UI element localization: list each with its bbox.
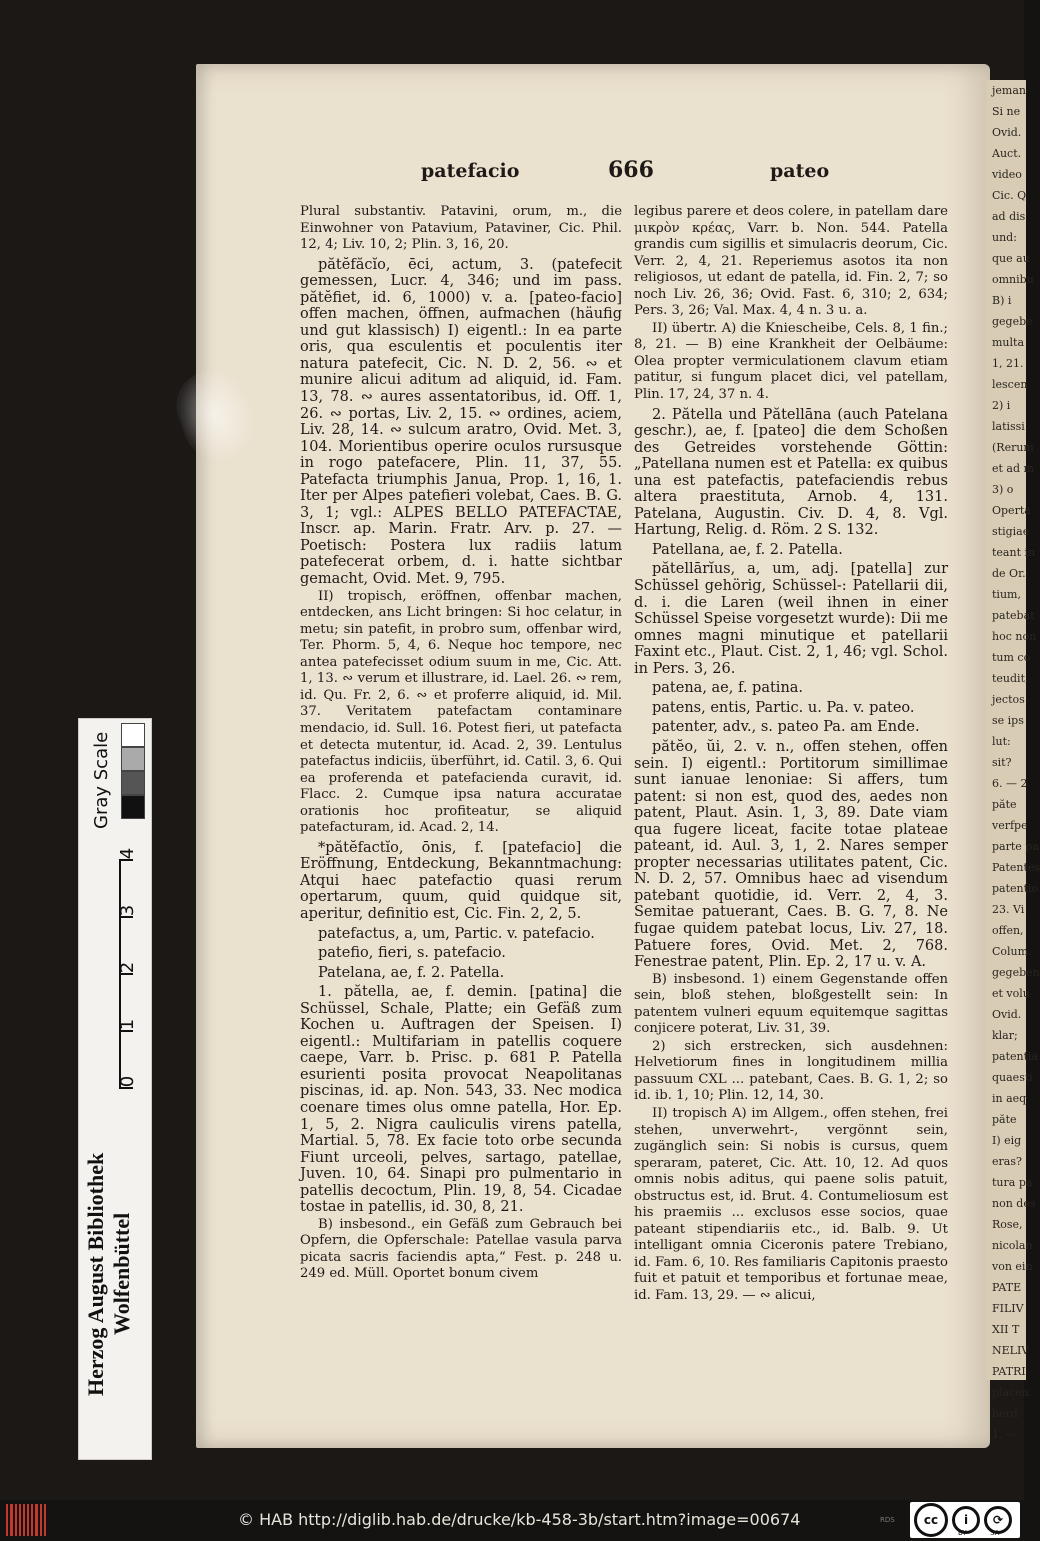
next-page-fragment: verfpe bbox=[992, 819, 1028, 832]
next-page-fragment: omnibu bbox=[992, 273, 1034, 286]
next-page-fragment: 6. — 2 bbox=[992, 777, 1028, 790]
next-page-fragment: 23. Vi bbox=[992, 903, 1025, 916]
ruler-number: 4 bbox=[116, 847, 138, 860]
next-page-fragment: Patentes bbox=[992, 861, 1040, 874]
next-page-fragment: Auct. bbox=[992, 147, 1022, 160]
next-page-fragment: tum co bbox=[992, 651, 1031, 664]
ruler-tick bbox=[119, 859, 133, 861]
next-page-fragment: und: bbox=[992, 231, 1017, 244]
next-page-fragment: multa bbox=[992, 336, 1025, 349]
next-page-fragment: non des bbox=[992, 1197, 1036, 1210]
page-header bbox=[196, 157, 990, 194]
next-page-fragment: păte bbox=[992, 798, 1017, 811]
dictionary-paragraph: B) insbesond., ein Gefäß zum Gebrauch bei Opfern, die Opferschale: Patellae vasula parva picata sacris faciendis apta,“ Fest. p. 248 u. 249 ed. Müll. Oportet bonum civem bbox=[300, 1216, 622, 1282]
dictionary-paragraph: Patelana, ae, f. 2. Patella. bbox=[318, 964, 505, 981]
next-page-fragment: de Or. bbox=[992, 567, 1026, 580]
next-page-fragment: gegeben bbox=[992, 966, 1040, 979]
next-page-fragment: teant in bbox=[992, 546, 1036, 559]
by-icon: i bbox=[952, 1506, 980, 1534]
ruler-tick bbox=[119, 916, 133, 918]
dictionary-paragraph: 2) sich erstrecken, sich ausdehnen: Helvetiorum fines in longitudinem millia passuum CXL ... patebant, Caes. B. G. 1, 2; so id. ib. 1, 10; Plin. 12, 14, 30. bbox=[634, 1038, 948, 1104]
dictionary-paragraph: 2. Pătella und Pătellāna (auch Patelana geschr.), ae, f. [pateo] die dem Schoßen des Getreides vorstehende Göttin: „Patellana numen est et Patella: ex quibus una est patefactis, patefaciendis rebus altera praestituta, Arnob. 4, 131. Patelana, Augustin. Civ. D. 4, 8. Vgl. Hartung, Relig. d. Röm. 2 S. 132. bbox=[634, 406, 948, 539]
header-right-word: pateo bbox=[770, 160, 830, 182]
next-page-fragment: nicolan bbox=[992, 1239, 1033, 1252]
next-page-fragment: 1, 21. bbox=[992, 357, 1024, 370]
next-page-fragment: parte pa bbox=[992, 840, 1039, 853]
library-name bbox=[83, 1099, 135, 1449]
ruler-tick bbox=[119, 1087, 133, 1089]
dictionary-paragraph: II) tropisch, eröffnen, offenbar machen, entdecken, ans Licht bringen: Si hoc celatur, in metu; sin patefit, in probro sum, offenbar wird, Ter. Phorm. 5, 4, 6. Neque hoc tempore, nec antea patefecisset odium suum in me, Cic. Att. 1, 13. ∾ verum et illustrare, id. Lael. 26. ∾ rem, id. Qu. Fr. 2, 6. ∾ et proferre aliquid, id. Mil. 37. Veritatem patefactam contaminare mendacio, id. Sull. 16. Potest fieri, ut patefacta et detecta mutentur, id. Acad. 2, 39. Lentulus patefactus indiciis, überführt, id. Catil. 3, 6. Qui ea proferenda et patefacienda curavit, id. Flacc. 2. Cumque ipsa natura accuratae orationis hoc profiteatur, se aliquid patefacturam, id. Acad. 2, 14. bbox=[300, 588, 622, 836]
dictionary-paragraph: pătellārĭus, a, um, adj. [patella] zur Schüssel gehörig, Schüssel-: Patellarii dii, d. i. die Laren (weil ihnen in einer Schüssel Speise vorgesetzt wurde): Dii me omnes magni minutique et patellarii Faxint etc., Plaut. Cist. 2, 1, 46; vgl. Schol. in Pers. 3, 26. bbox=[634, 561, 948, 677]
dictionary-paragraph: *pătĕfactĭo, ōnis, f. [patefacio] die Eröffnung, Entdeckung, Bekanntmachung: Atqui haec patefactio quasi rerum opertarum, quum, quid quidque sit, aperitur, definitio est, Cic. Fin. 2, 2, 5. bbox=[300, 839, 622, 922]
next-page-fragment: se ips bbox=[992, 714, 1024, 727]
dictionary-paragraph: 1. pătella, ae, f. demin. [patina] die Schüssel, Schale, Platte; ein Gefäß zum Kochen u. Auftragen der Speisen. I) eigentl.: Multifariam in patellis coquere caepe, Varr. b. Prisc. p. 681 P. Patella esurienti posita provocat Neapolitanas piscinas, id. ap. Non. 543, 33. Nec modica coenare times olus omne patella, Hor. Ep. 1, 5, 2. Nigra cauliculis virens patella, Martial. 5, 78. Ex facie toto orbe secunda Fiunt urceoli, pelves, sartago, patellae, Juven. 10, 64. Sinapi pro pulmentario in patellis decoctum, Plin. 19, 8, 54. Cicadae tostae in patellis, id. 30, 8, 21. bbox=[300, 984, 622, 1216]
next-page-fragment: Rose, bbox=[992, 1218, 1023, 1231]
next-page-fragment: jectos bbox=[992, 693, 1025, 706]
dictionary-paragraph: Plural substantiv. Patavini, orum, m., die Einwohner von Patavium, Pataviner, Cic. Phil. 12, 4; Liv. 10, 2; Plin. 3, 16, 20. bbox=[300, 204, 622, 253]
next-page-fragment: 1. — bbox=[992, 1428, 1017, 1441]
next-page-fragment: Colum. bbox=[992, 945, 1032, 958]
dictionary-paragraph: patenter, adv., s. pateo Pa. am Ende. bbox=[652, 719, 920, 736]
next-page-fragment: tura pa bbox=[992, 1176, 1033, 1189]
gray-scale-card bbox=[78, 718, 152, 1460]
next-page-fragment: ad dis bbox=[992, 210, 1026, 223]
hab-logo-icon bbox=[6, 1504, 46, 1536]
cc-icon: cc bbox=[914, 1503, 948, 1537]
dictionary-paragraph: II) tropisch A) im Allgem., offen stehen, frei stehen, unverwehrt-, vergönnt sein, zugänglich sein: Si nobis is cursus, quem speraram, pateret, Cic. Att. 10, 12. Ad quos omnis nobis aditus, qui paene solis patuit, obstructus est, id. Brut. 4. Contumeliosum est his praemiis ... exclusos esse socios, quae pateant stipendiariis etc., id. Balb. 9. Ut intelligant omnia Ciceronis patere Trebiano, id. Fam. 6, 10. Res familiaris Capitonis praesto fuit et patuit et temporibus et fortunae meae, id. Fam. 13, 29. — ∾ alicui, bbox=[634, 1105, 948, 1303]
sa-label: SA bbox=[990, 1529, 1000, 1537]
next-page-fragment: 3) o bbox=[992, 483, 1014, 496]
ruler-number: 1 bbox=[116, 1018, 138, 1031]
next-page-fragment: klar; bbox=[992, 1029, 1018, 1042]
next-page-fragment: quaesti bbox=[992, 1071, 1033, 1084]
next-page-fragment: latissi bbox=[992, 420, 1025, 433]
next-page-fragment: PATE bbox=[992, 1281, 1022, 1294]
source-link[interactable]: © HAB http://diglib.hab.de/drucke/kb-458-3b/start.htm?image=00674 bbox=[238, 1510, 801, 1529]
next-page-edge bbox=[986, 80, 1040, 1441]
next-page-fragment: in aeq bbox=[992, 1092, 1027, 1105]
dictionary-paragraph: legibus parere et deos colere, in patellam dare μικρὸν κρέας, Varr. b. Non. 544. Patella grandis cum sigillis et simulacris deorum, Cic. Verr. 2, 4, 21. Reperiemus asotos ita non religiosos, ut edant de patella, id. Fin. 2, 7; so noch Liv. 26, 36; Ovid. Fast. 6, 310; 2, 634; Pers. 3, 26; Val. Max. 4, 4 n. 3 u. a. bbox=[634, 204, 948, 319]
next-page-fragment: patebat bbox=[992, 609, 1035, 622]
white-patch bbox=[121, 723, 145, 747]
next-page-fragment: et volu bbox=[992, 987, 1030, 1000]
next-page-fragment: offen, bbox=[992, 924, 1024, 937]
next-page-fragment: NELIV bbox=[992, 1344, 1030, 1357]
next-page-fragment: (Rerum bbox=[992, 441, 1034, 454]
header-left-word: patefacio bbox=[421, 160, 520, 182]
next-page-fragment: Ovid. bbox=[992, 1008, 1022, 1021]
library-line-2: Wolfenbüttel bbox=[109, 1212, 134, 1336]
ruler-number: 0 bbox=[116, 1075, 138, 1088]
next-page-fragment: lescen bbox=[992, 378, 1028, 391]
next-page-fragment: PATRI bbox=[992, 1365, 1026, 1378]
next-page-fragment: B) i bbox=[992, 294, 1012, 307]
next-page-fragment: eras? bbox=[992, 1155, 1022, 1168]
sa-icon: ⟳ bbox=[984, 1506, 1012, 1534]
next-page-fragment: Si ne bbox=[992, 105, 1021, 118]
next-page-fragment: stigiae bbox=[992, 525, 1030, 538]
next-page-fragment: 2) i bbox=[992, 399, 1011, 412]
next-page-fragment: XII T bbox=[992, 1323, 1020, 1336]
next-page-fragment: Operta bbox=[992, 504, 1031, 517]
next-page-fragment: placen bbox=[992, 1386, 1029, 1399]
next-page-fragment: I) eig bbox=[992, 1134, 1022, 1147]
gray-scale-label: Gray Scale bbox=[91, 731, 112, 829]
next-page-fragment: lut: bbox=[992, 735, 1011, 748]
dictionary-paragraph: patefactus, a, um, Partic. v. patefacio. bbox=[318, 925, 595, 942]
by-label: BY bbox=[958, 1529, 967, 1537]
next-page-fragment: teudit, bbox=[992, 672, 1029, 685]
next-page-fragment: que au bbox=[992, 252, 1030, 265]
dictionary-paragraph: patena, ae, f. patina. bbox=[652, 680, 804, 697]
next-page-fragment: patentia bbox=[992, 1050, 1039, 1063]
ruler-number: 2 bbox=[116, 961, 138, 974]
dark-gray-patch bbox=[121, 771, 145, 795]
next-page-fragment: Cic. Q bbox=[992, 189, 1027, 202]
dictionary-paragraph: pătĕfăcĭo, ēci, actum, 3. (patefecit gemessen, Lucr. 4, 346; und im pass. pătĕfiet, id. 6, 1000) v. a. [pateo-facio] offen machen, öffnen, aufmachen (häufig und gut klassisch) I) eigentl.: In ea parte oris, qua esculentis et poculentis iter natura patefecit, Cic. N. D. 2, 56. ∾ et munire alicui aditum ad aliquid, id. Fam. 13, 78. ∾ aures assentatoribus, id. Off. 1, 26. ∾ portas, Liv. 2, 15. ∾ ordines, aciem, Liv. 28, 14. ∾ sulcum aratro, Ovid. Met. 3, 104. Morientibus operire oculos rursusque in rogo patefacere, Plin. 11, 37, 55. Patefacta triumphis Janua, Prop. 1, 16, 1. Iter per Alpes patefieri volebat, Caes. B. G. 3, 1; vgl.: ALPES BELLO PATEFACTAE, Inscr. ap. Marin. Fratr. Arv. p. 27. — Poetisch: Postera lux radiis latum patefecerat orbem, d. i. hatte sichtbar gemacht, Ovid. Met. 9, 795. bbox=[300, 256, 622, 588]
next-page-fragment: video bbox=[992, 168, 1022, 181]
next-page-fragment: sit? bbox=[992, 756, 1012, 769]
dictionary-paragraph: pătĕo, ŭi, 2. v. n., offen stehen, offen sein. I) eigentl.: Portitorum simillimae sunt ianuae lenoniae: Si affers, tum patent: si non est, quod des, aedes non patent, Plaut. Asin. 1, 3, 89. Date viam qua fugere liceat, facite totae plateae pateant, id. Aul. 3, 1, 2. Nares semper propter necessarias utilitates patent, Cic. N. D. 2, 57. Omnibus haec ad visendum patebant quotidie, id. Verr. 2, 4, 3. Semitae patuerant, Caes. B. G. 7, 8. Ne fugae quidem patebat locus, Liv. 27, 18. Patuere fores, Ovid. Met. 2, 768. Fenestrae patent, Plin. Ep. 2, 17 u. v. A. bbox=[634, 738, 948, 971]
footer-bar bbox=[0, 1500, 1024, 1541]
ruler-number: 3 bbox=[116, 904, 138, 917]
next-page-fragment: von ein bbox=[992, 1260, 1033, 1273]
next-page-fragment: păte bbox=[992, 1113, 1017, 1126]
scanner-mark: RDS bbox=[880, 1516, 895, 1524]
dictionary-paragraph: II) übertr. A) die Kniescheibe, Cels. 8, 1 fin.; 8, 21. — B) eine Krankheit der Oelbäume: Olea propter vermiculationem clavum etiam patitur, si fungum placet dici, vel patellam, Plin. 17, 24, 37 n. 4. bbox=[634, 320, 948, 403]
dictionary-paragraph: Patellana, ae, f. 2. Patella. bbox=[652, 541, 843, 558]
ruler-tick bbox=[119, 973, 133, 975]
next-page-fragment: tium, bbox=[992, 588, 1021, 601]
ruler-tick bbox=[119, 1030, 133, 1032]
dictionary-paragraph: patens, entis, Partic. u. Pa. v. pateo. bbox=[652, 699, 915, 716]
next-page-fragment: hoc non bbox=[992, 630, 1037, 643]
ruler bbox=[116, 859, 143, 1089]
next-page-fragment: Ovid. bbox=[992, 126, 1022, 139]
right-column bbox=[634, 204, 948, 1306]
page-number: 666 bbox=[608, 157, 654, 183]
next-page-fragment: jeman bbox=[992, 84, 1026, 97]
next-page-fragment: berd bbox=[992, 1407, 1018, 1420]
black-patch bbox=[121, 795, 145, 819]
next-page-fragment: gegebe bbox=[992, 315, 1033, 328]
next-page-fragment: patentio bbox=[992, 882, 1039, 895]
cc-license-badge[interactable] bbox=[910, 1502, 1020, 1538]
next-page-fragment: FILIV bbox=[992, 1302, 1024, 1315]
gray-patch bbox=[121, 747, 145, 771]
dictionary-paragraph: patefio, fieri, s. patefacio. bbox=[318, 945, 506, 962]
next-page-fragment: et ad m bbox=[992, 462, 1034, 475]
left-column bbox=[300, 204, 622, 1284]
dictionary-paragraph: B) insbesond. 1) einem Gegenstande offen sein, bloß stehen, bloßgestellt sein: In patentem vulneri equum equitemque sagittas conjicere poterat, Liv. 31, 39. bbox=[634, 971, 948, 1037]
library-line-1: Herzog August Bibliothek bbox=[83, 1152, 108, 1396]
